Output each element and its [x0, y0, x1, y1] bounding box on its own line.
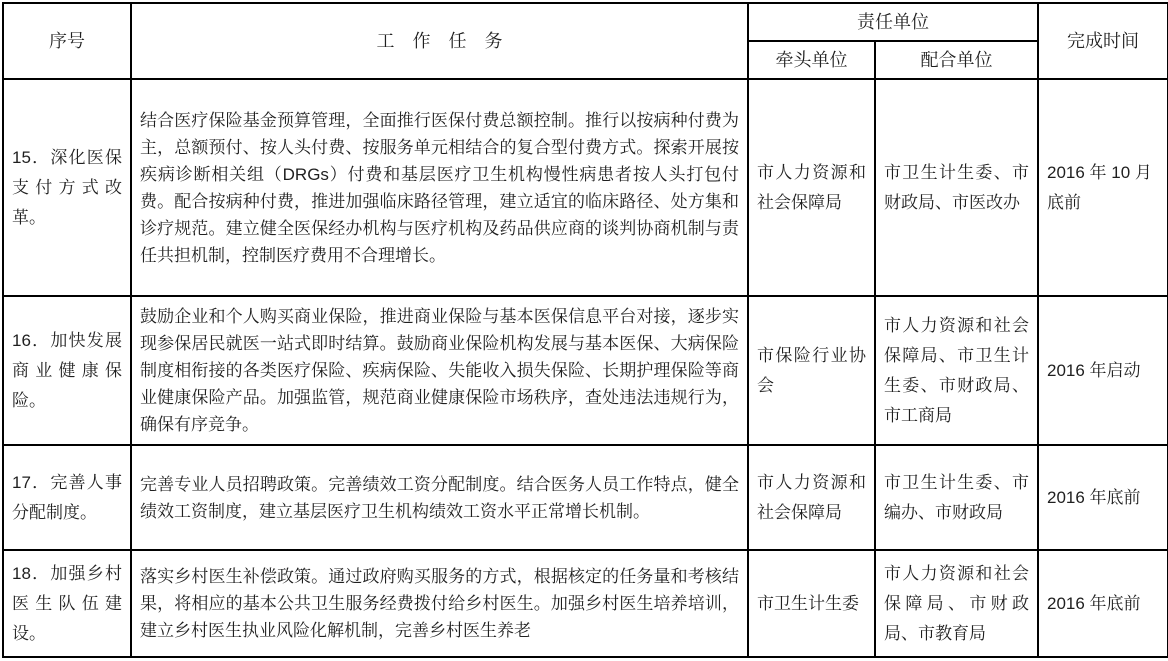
lead-unit-cell: 市卫生计生委: [748, 550, 875, 657]
header-deadline: 完成时间: [1038, 3, 1168, 79]
task-cell: 结合医疗保险基金预算管理，全面推行医保付费总额控制。推行以按病种付费为主，总额预付、按人头付费、按服务单元相结合的复合型付费方式。探索开展按疾病诊断相关组（DRGs）付费和基层医疗卫生机构慢性病患者按人头打包付费。配合按病种付费，推进加强临床路径管理，建立适宜的临床路径、处方集和诊疗规范。建立健全医保经办机构与医疗机构及药品供应商的谈判协商机制与责任共担机制，控制医疗费用不合理增长。: [131, 79, 748, 296]
lead-unit-cell: 市人力资源和社会保障局: [748, 445, 875, 550]
header-row-1: [3, 3, 1168, 41]
serial-cell: 16．加快发展商业健康保险。: [3, 296, 131, 445]
deadline-cell: 2016 年底前: [1038, 550, 1168, 657]
table-row-18: [3, 550, 1168, 657]
header-responsible-units: 责任单位: [748, 3, 1038, 41]
header-support-unit: 配合单位: [875, 41, 1038, 79]
work-task-table: [2, 2, 1168, 658]
lead-unit-cell: 市人力资源和社会保障局: [748, 79, 875, 296]
deadline-cell: 2016 年 10 月底前: [1038, 79, 1168, 296]
table-row-15: [3, 79, 1168, 296]
support-unit-cell: 市卫生计生委、市编办、市财政局: [875, 445, 1038, 550]
table-row-17: [3, 445, 1168, 550]
table-row-16: [3, 296, 1168, 445]
serial-cell: 17．完善人事分配制度。: [3, 445, 131, 550]
task-cell: 落实乡村医生补偿政策。通过政府购买服务的方式，根据核定的任务量和考核结果，将相应的基本公共卫生服务经费拨付给乡村医生。加强乡村医生培养培训，建立乡村医生执业风险化解机制，完善乡村医生养老: [131, 550, 748, 657]
task-cell: 完善专业人员招聘政策。完善绩效工资分配制度。结合医务人员工作特点，健全绩效工资制度，建立基层医疗卫生机构绩效工资水平正常增长机制。: [131, 445, 748, 550]
header-lead-unit: 牵头单位: [748, 41, 875, 79]
deadline-cell: 2016 年底前: [1038, 445, 1168, 550]
task-cell: 鼓励企业和个人购买商业保险，推进商业保险与基本医保信息平台对接，逐步实现参保居民就医一站式即时结算。鼓励商业保险机构发展与基本医保、大病保险制度相衔接的各类医疗保险、疾病保险、失能收入损失保险、长期护理保险等商业健康保险产品。加强监管，规范商业健康保险市场秩序，查处违法违规行为，确保有序竞争。: [131, 296, 748, 445]
header-task: 工 作 任 务: [131, 3, 748, 79]
header-serial: 序号: [3, 3, 131, 79]
serial-cell: 15．深化医保支付方式改革。: [3, 79, 131, 296]
deadline-cell: 2016 年启动: [1038, 296, 1168, 445]
support-unit-cell: 市卫生计生委、市财政局、市医改办: [875, 79, 1038, 296]
support-unit-cell: 市人力资源和社会保障局、市财政局、市教育局: [875, 550, 1038, 657]
support-unit-cell: 市人力资源和社会保障局、市卫生计生委、市财政局、市工商局: [875, 296, 1038, 445]
serial-cell: 18．加强乡村医生队伍建设。: [3, 550, 131, 657]
lead-unit-cell: 市保险行业协会: [748, 296, 875, 445]
